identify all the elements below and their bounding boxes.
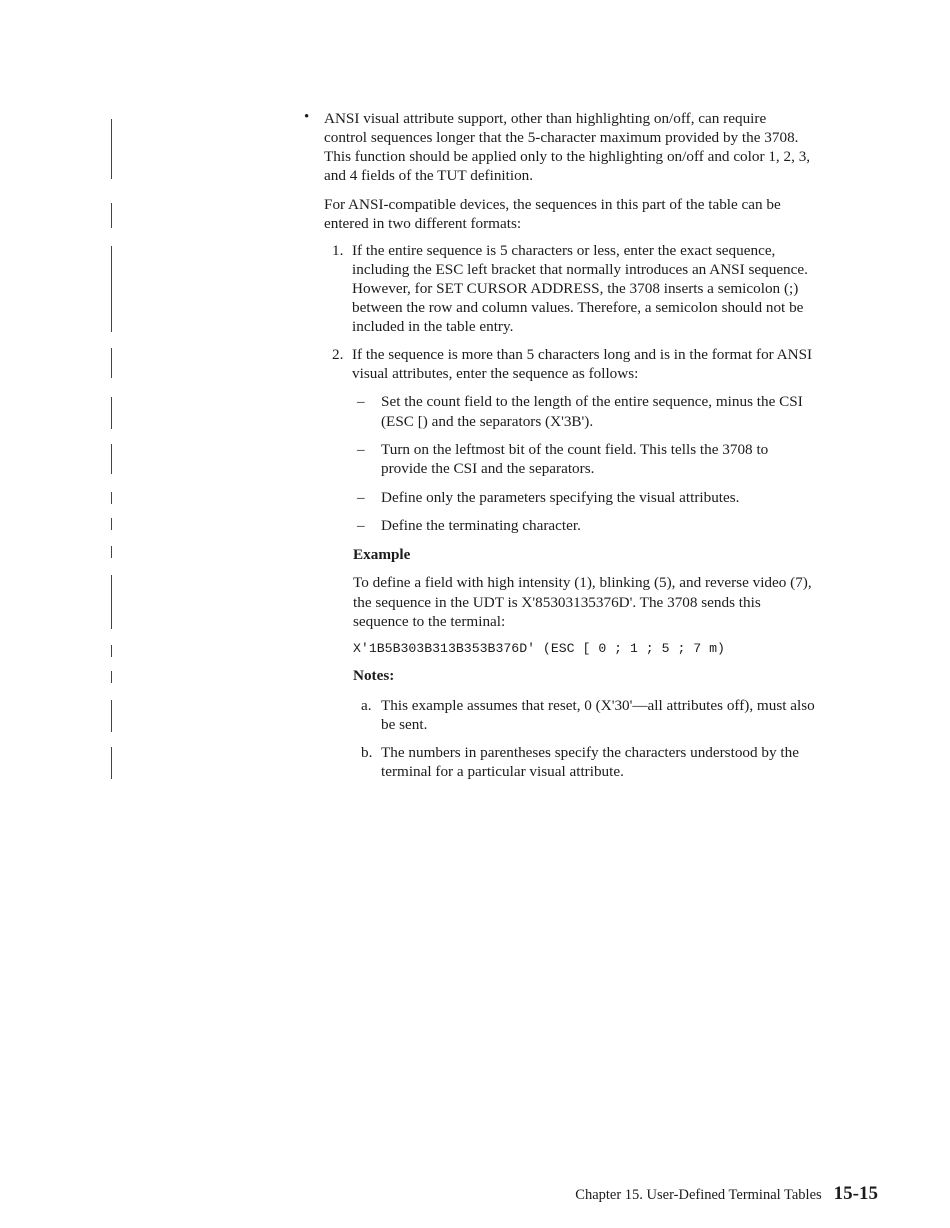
text-line: visual attributes, enter the sequence as follows:	[352, 365, 639, 382]
revision-bar	[111, 518, 112, 530]
revision-bar	[111, 546, 112, 558]
notes-heading: Notes:	[353, 667, 395, 684]
text-line: and 4 fields of the TUT definition.	[324, 167, 534, 184]
revision-bar	[111, 575, 112, 629]
text-line: including the ESC left bracket that normally introduces an ANSI sequence.	[352, 261, 808, 278]
text-line: To define a field with high intensity (1), blinking (5), and reverse video (7),	[353, 574, 812, 591]
text-line: This function should be applied only to the highlighting on/off and color 1, 2, 3,	[324, 148, 811, 165]
text-line: be sent.	[381, 716, 428, 733]
text-line: This example assumes that reset, 0 (X'30'—all attributes off), must also	[381, 697, 815, 714]
text-line: ANSI visual attribute support, other than highlighting on/off, can require	[324, 110, 767, 127]
dash-marker: –	[357, 441, 365, 458]
list-number: 2.	[332, 346, 344, 363]
text-line: control sequences longer that the 5-character maximum provided by the 3708.	[324, 129, 799, 146]
text-line: However, for SET CURSOR ADDRESS, the 3708 inserts a semicolon (;)	[352, 280, 799, 297]
revision-bar	[111, 671, 112, 683]
revision-bar	[111, 645, 112, 657]
text-line: For ANSI-compatible devices, the sequences in this part of the table can be	[324, 196, 781, 213]
dash-marker: –	[357, 393, 365, 410]
text-line: entered in two different formats:	[324, 215, 522, 232]
text-line: sequence to the terminal:	[353, 613, 506, 630]
text-line: Define only the parameters specifying the visual attributes.	[381, 489, 740, 506]
text-line: the sequence in the UDT is X'85303135376D'. The 3708 sends this	[353, 594, 761, 611]
page-footer	[575, 1183, 878, 1205]
text-line: provide the CSI and the separators.	[381, 460, 595, 477]
text-line: If the sequence is more than 5 characters long and is in the format for ANSI	[352, 346, 813, 363]
list-number: 1.	[332, 242, 344, 259]
revision-bar	[111, 444, 112, 474]
dash-marker: –	[357, 489, 365, 506]
text-line: included in the table entry.	[352, 318, 514, 335]
revision-bar	[111, 397, 112, 429]
chapter-title: Chapter 15. User-Defined Terminal Tables	[575, 1187, 822, 1203]
text-line: Turn on the leftmost bit of the count field. This tells the 3708 to	[381, 441, 769, 458]
text-line: Define the terminating character.	[381, 517, 581, 534]
revision-bar	[111, 246, 112, 332]
note-marker: b.	[361, 744, 373, 761]
revision-bar	[111, 492, 112, 504]
dash-marker: –	[357, 517, 365, 534]
text-line: If the entire sequence is 5 characters or less, enter the exact sequence,	[352, 242, 776, 259]
note-marker: a.	[361, 697, 372, 714]
revision-bar	[111, 119, 112, 179]
page-number: 15-15	[833, 1183, 878, 1204]
text-line: (ESC [) and the separators (X'3B').	[381, 413, 594, 430]
bullet-marker: •	[304, 109, 310, 125]
example-code: X'1B5B303B313B353B376D' (ESC [ 0 ; 1 ; 5 ; 7 m)	[353, 641, 725, 656]
text-line: between the row and column values. Therefore, a semicolon should not be	[352, 299, 804, 316]
example-heading: Example	[353, 546, 411, 563]
text-line: Set the count field to the length of the entire sequence, minus the CSI	[381, 393, 803, 410]
text-line: The numbers in parentheses specify the characters understood by the	[381, 744, 799, 761]
revision-bar	[111, 203, 112, 228]
revision-bar	[111, 348, 112, 378]
revision-bar	[111, 700, 112, 732]
text-line: terminal for a particular visual attribute.	[381, 763, 624, 780]
revision-bar	[111, 747, 112, 779]
